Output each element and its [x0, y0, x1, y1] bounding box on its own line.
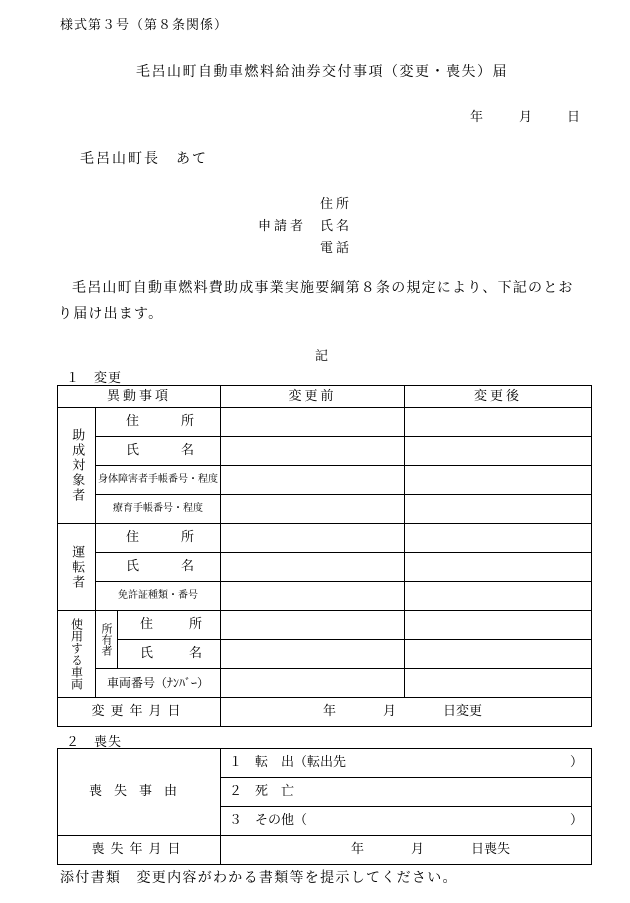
subject-label: 助成対象者 [69, 428, 85, 503]
driver-license-after[interactable] [405, 582, 592, 611]
subject-rehab-before[interactable] [221, 495, 405, 524]
header-item: 異動事項 [58, 386, 221, 408]
loss-date-label: 喪失年月日 [58, 836, 221, 865]
driver-name-2: 名 [180, 559, 194, 575]
owner-name-2: 名 [188, 646, 202, 662]
change-table [57, 385, 592, 727]
loss-reason-2-num: ２ [229, 784, 243, 800]
date-year: 年 [470, 110, 484, 125]
applicant-name-label: 氏名 [320, 219, 353, 234]
loss-reason-3-num: ３ [229, 813, 243, 829]
change-date-day: 日変更 [442, 704, 482, 720]
date-day: 日 [567, 110, 581, 125]
owner-name-after[interactable] [405, 640, 592, 669]
subject-disability-before[interactable] [221, 466, 405, 495]
owner-name-before[interactable] [221, 640, 405, 669]
loss-reason-1-num: １ [229, 755, 243, 771]
owner-address-after[interactable] [405, 611, 592, 640]
vehicle-group-cell [58, 611, 96, 698]
subject-address-1: 住 [126, 414, 140, 430]
change-date-label: 変更年月日 [58, 698, 221, 727]
driver-name-before[interactable] [221, 553, 405, 582]
plate-before[interactable] [221, 669, 405, 698]
owner-address-1: 住 [140, 617, 154, 633]
owner-name-1: 氏 [140, 646, 154, 662]
subject-address-after[interactable] [405, 408, 592, 437]
driver-group-cell [58, 524, 96, 611]
loss-reason-1-close: ） [569, 755, 583, 771]
loss-reason-1[interactable] [221, 749, 592, 778]
applicant-address-label: 住所 [320, 197, 353, 212]
subject-disability-after[interactable] [405, 466, 592, 495]
loss-date-year: 年 [350, 842, 364, 858]
loss-reason-1-text: 転 出（転出先 [255, 755, 347, 771]
loss-reason-3-close: ） [569, 813, 583, 829]
subject-group-cell [58, 408, 96, 524]
change-date-month: 月 [382, 704, 396, 720]
driver-address-2: 所 [180, 530, 194, 546]
applicant-label: 申請者 [258, 219, 307, 234]
loss-date-month: 月 [410, 842, 424, 858]
driver-label: 運転者 [69, 544, 85, 590]
loss-reason-2[interactable] [221, 778, 592, 807]
subject-name-after[interactable] [405, 437, 592, 466]
change-date-year: 年 [322, 704, 336, 720]
loss-reason-label: 喪失事由 [58, 749, 221, 836]
owner-address-2: 所 [188, 617, 202, 633]
addressee: 毛呂山町長 あて [80, 151, 208, 167]
loss-reason-3[interactable] [221, 807, 592, 836]
subject-disability-label: 身体障害者手帳番号・程度 [96, 466, 221, 495]
section1-title: １ 変更 [66, 371, 123, 386]
subject-name-before[interactable] [221, 437, 405, 466]
subject-name-1: 氏 [126, 443, 140, 459]
subject-rehab-after[interactable] [405, 495, 592, 524]
subject-address-2: 所 [180, 414, 194, 430]
driver-license-before[interactable] [221, 582, 405, 611]
loss-table [57, 748, 592, 865]
driver-name-after[interactable] [405, 553, 592, 582]
header-before: 変更前 [221, 386, 405, 408]
page-title: 毛呂山町自動車燃料給油券交付事項（変更・喪失）届 [136, 64, 508, 80]
plate-label: 車両番号（ﾅﾝﾊﾞｰ） [96, 669, 221, 698]
loss-reason-3-text: その他（ [255, 813, 308, 829]
loss-date-day: 日喪失 [470, 842, 510, 858]
driver-address-1: 住 [126, 530, 140, 546]
header-after: 変更後 [405, 386, 592, 408]
vehicle-label: 使用する車両 [69, 618, 84, 690]
plate-after[interactable] [405, 669, 592, 698]
date-month: 月 [519, 110, 533, 125]
applicant-phone-label: 電話 [320, 241, 353, 256]
subject-name-2: 名 [180, 443, 194, 459]
subject-address-before[interactable] [221, 408, 405, 437]
section2-title: ２ 喪失 [66, 735, 123, 750]
change-date-cell[interactable] [221, 698, 592, 727]
body-text: 毛呂山町自動車燃料費助成事業実施要綱第８条の規定により、下記のとおり届け出ます。 [58, 280, 574, 322]
loss-date-cell[interactable] [221, 836, 592, 865]
loss-reason-2-text: 死 亡 [255, 784, 295, 800]
subject-rehab-label: 療育手帳番号・程度 [96, 495, 221, 524]
form-number: 様式第３号（第８条関係） [60, 18, 229, 33]
attachments-note: 添付書類 変更内容がわかる書類等を提示してください。 [60, 870, 458, 886]
driver-license-label: 免許証種類・番号 [96, 582, 221, 611]
driver-address-before[interactable] [221, 524, 405, 553]
owner-group-cell [96, 611, 118, 669]
ki-heading: 記 [315, 349, 329, 364]
driver-name-1: 氏 [126, 559, 140, 575]
owner-address-before[interactable] [221, 611, 405, 640]
driver-address-after[interactable] [405, 524, 592, 553]
owner-label: 所有者 [100, 623, 113, 656]
